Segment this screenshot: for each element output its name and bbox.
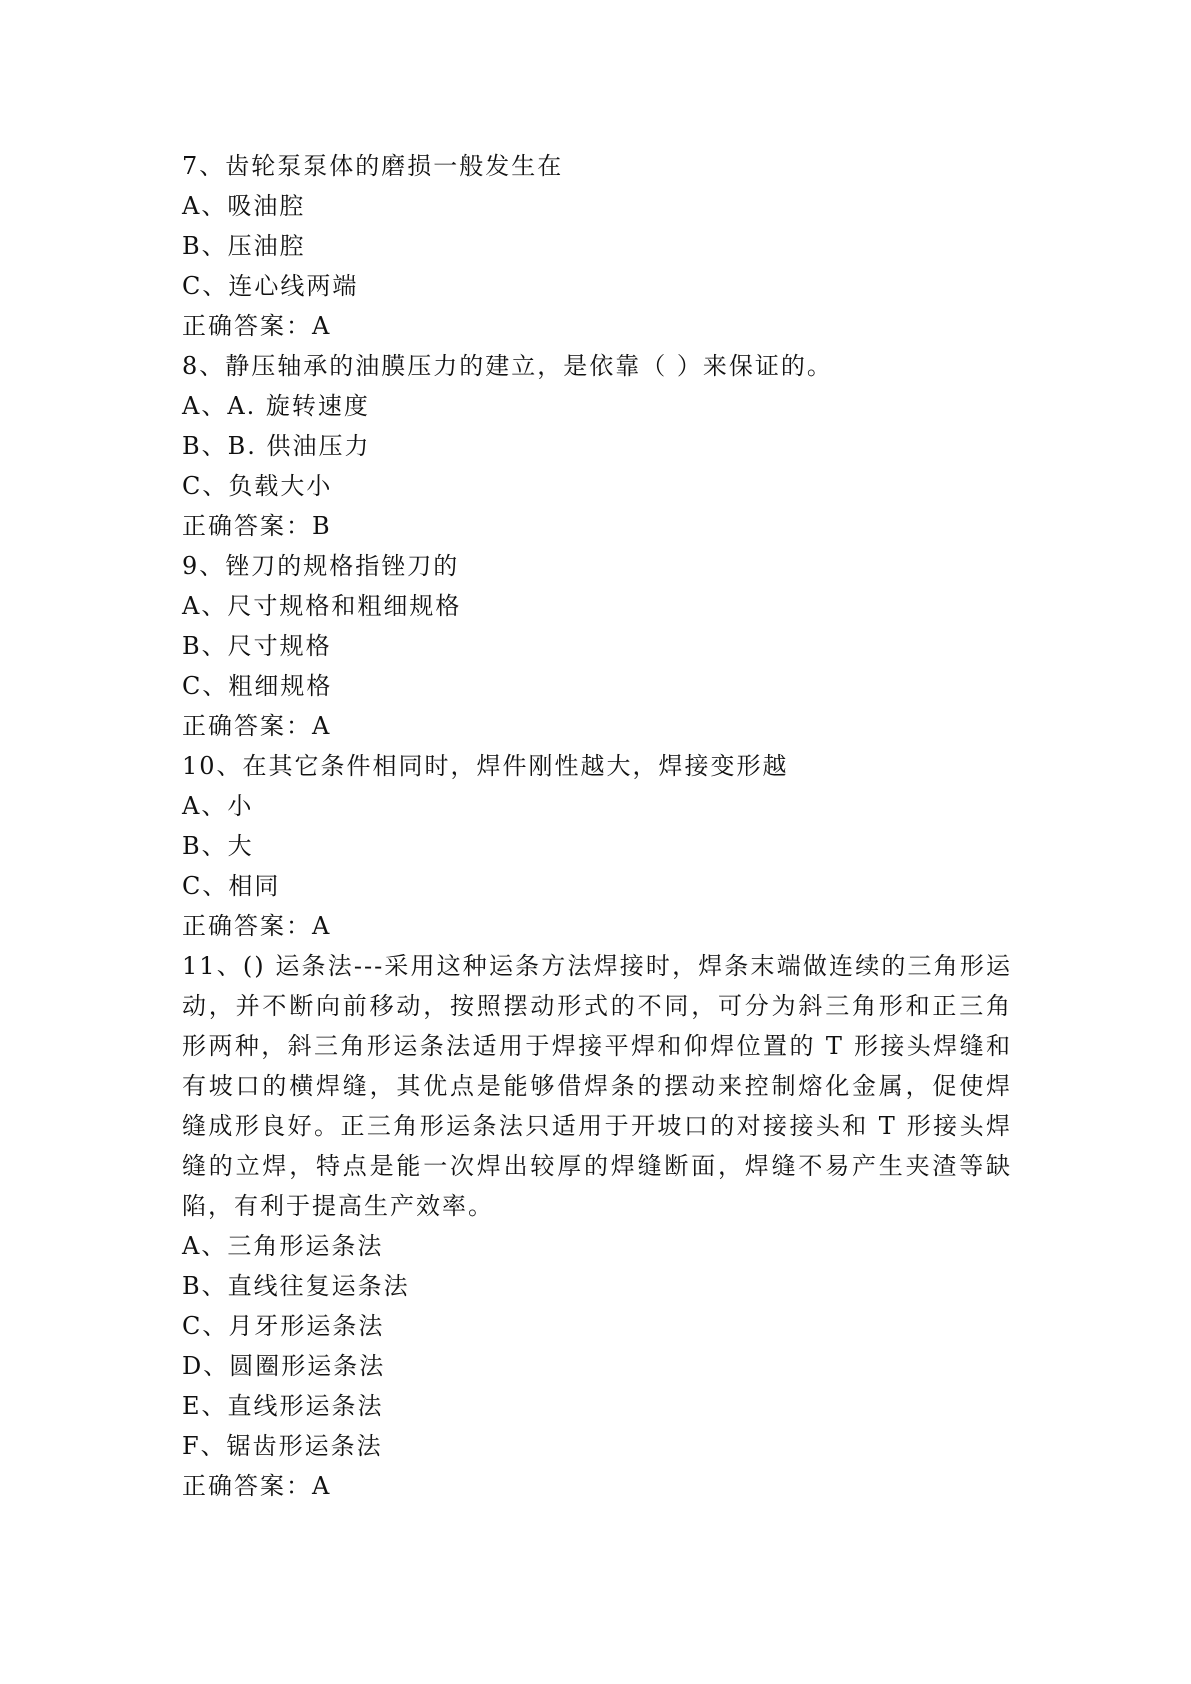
option-a: A、小 [182, 792, 254, 820]
question-stem: 10、在其它条件相同时，焊件刚性越大，焊接变形越 [182, 752, 789, 780]
document-page [182, 146, 1012, 1506]
correct-answer: 正确答案：A [182, 312, 332, 340]
option-a: A、尺寸规格和粗细规格 [182, 592, 462, 620]
option-c: C、月牙形运条法 [182, 1312, 385, 1340]
question-stem: 11、() 运条法---采用这种运条方法焊接时，焊条末端做连续的三角形运动，并不断向前移动，按照摆动形式的不同，可分为斜三角形和正三角形两种，斜三角形运条法适用于焊接平焊和仰焊位置的 T 形接头焊缝和有坡口的横焊缝，其优点是能够借焊条的摆动来控制熔化金属，促使焊缝成形良好。正三角形运条法只适用于开坡口的对接接头和 T 形接头焊缝的立焊，特点是能一次焊出较厚的焊缝断面，焊缝不易产生夹渣等缺陷，有利于提高生产效率。 [182, 952, 1012, 1220]
option-c: C、负载大小 [182, 472, 333, 500]
option-c: C、相同 [182, 872, 281, 900]
option-b: B、压油腔 [182, 232, 306, 260]
option-b: B、大 [182, 832, 254, 860]
question-10 [182, 746, 1012, 946]
option-a: A、吸油腔 [182, 192, 306, 220]
option-e: E、直线形运条法 [182, 1392, 384, 1420]
question-8 [182, 346, 1012, 546]
correct-answer: 正确答案：B [182, 512, 332, 540]
question-stem: 7、齿轮泵泵体的磨损一般发生在 [182, 152, 564, 180]
question-7 [182, 146, 1012, 346]
option-a: A、A. 旋转速度 [182, 392, 370, 420]
option-b: B、尺寸规格 [182, 632, 332, 660]
option-c: C、粗细规格 [182, 672, 333, 700]
question-stem: 8、静压轴承的油膜压力的建立，是依靠（ ）来保证的。 [182, 352, 833, 380]
option-a: A、三角形运条法 [182, 1232, 384, 1260]
question-stem: 9、锉刀的规格指锉刀的 [182, 552, 460, 580]
correct-answer: 正确答案：A [182, 712, 332, 740]
option-b: B、直线往复运条法 [182, 1272, 410, 1300]
option-b: B、B. 供油压力 [182, 432, 371, 460]
question-9 [182, 546, 1012, 746]
option-f: F、锯齿形运条法 [182, 1432, 383, 1460]
correct-answer: 正确答案：A [182, 1472, 332, 1500]
option-c: C、连心线两端 [182, 272, 359, 300]
question-11 [182, 946, 1012, 1506]
correct-answer: 正确答案：A [182, 912, 332, 940]
option-d: D、圆圈形运条法 [182, 1352, 386, 1380]
